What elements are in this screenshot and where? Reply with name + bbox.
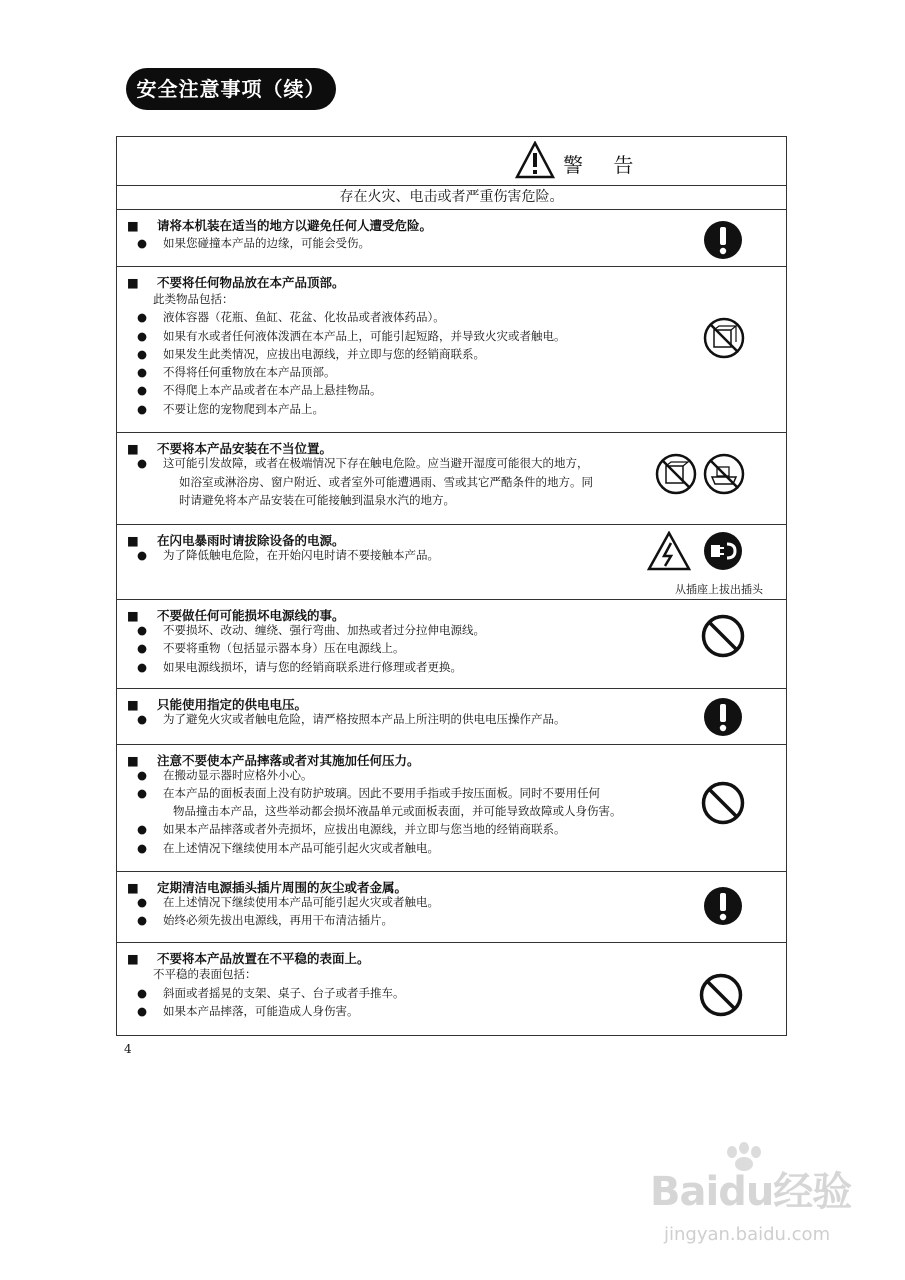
section-2: ■ 不要将任何物品放在本产品顶部。 此类物品包括： ● 液体容器（花瓶、鱼缸、花盆、化妆品或者液体药品）。 ● 如果有水或者任何液体泼洒在本产品上，可能引起短路，并导致火灾或者触电。 ● 如果发生此类情况，应拔出电源线，并立即与您的经销商联系。 ● 不得将任何重物放在本产品顶部。 ● 不得爬上本产品或者在本产品上悬挂物品。 ● 不要让您的宠物爬到本产品上。 [117, 267, 786, 433]
prohibited-icon [701, 614, 745, 658]
watermark-logo: Baidu经验 [650, 1169, 852, 1215]
bullet-text: 为了避免火灾或者触电危险，请严格按照本产品上所注明的供电电压操作产品。 [163, 712, 566, 726]
bullet-text: 在搬动显示器时应格外小心。 [163, 768, 313, 782]
bullet-text: 斜面或者摇晃的支架、桌子、台子或者手推车。 [163, 986, 405, 1000]
watermark [644, 1140, 864, 1270]
bullet-text: 不要将重物（包括显示器本身）压在电源线上。 [163, 641, 405, 655]
section-title: 不要将本产品安装在不当位置。 [157, 441, 333, 456]
watermark-url: jingyan.baidu.com [664, 1224, 831, 1245]
bullet-text-continued: 如浴室或淋浴房、窗户附近、或者室外可能遭遇雨、雪或其它严酷条件的地方。同 [179, 475, 593, 489]
section-6: ■ 只能使用指定的供电电压。 ● 为了避免火灾或者触电危险，请严格按照本产品上所注明的供电电压操作产品。 [117, 689, 786, 745]
warning-label: 警 告 [563, 153, 646, 177]
bullet-text: 如果本产品摔落或者外壳损坏，应拔出电源线，并立即与您当地的经销商联系。 [163, 822, 566, 836]
prohibited-icon [701, 781, 745, 825]
page-title: 安全注意事项（续） [126, 68, 336, 110]
section-title: 请将本机装在适当的地方以避免任何人遭受危险。 [157, 218, 433, 233]
section-9: ■ 不要将本产品放置在不平稳的表面上。 不平稳的表面包括： ● 斜面或者摇晃的支架、桌子、台子或者手推车。 ● 如果本产品摔落，可能造成人身伤害。 [117, 943, 786, 1035]
section-5: ■ 不要做任何可能损坏电源线的事。 ● 不要损坏、改动、缠绕、强行弯曲、加热或者过分拉伸电源线。 ● 不要将重物（包括显示器本身）压在电源线上。 ● 如果电源线损坏，请与您的经销商联系进行修理或者更换。 [117, 600, 786, 689]
bullet-text: 在上述情况下继续使用本产品可能引起火灾或者触电。 [163, 841, 439, 855]
no-wet-place-icon [655, 453, 697, 495]
section-title: 不要将本产品放置在不平稳的表面上。 [157, 951, 370, 966]
unplug-caption: 从插座上拔出插头 [675, 583, 763, 596]
bullet-text: 不得爬上本产品或者在本产品上悬挂物品。 [163, 383, 382, 397]
section-intro: 不平稳的表面包括： [153, 967, 257, 981]
bullet-text: 不要让您的宠物爬到本产品上。 [163, 402, 324, 416]
bullet-text-continued: 物品撞击本产品，这些举动都会损坏液晶单元或面板表面，并可能导致故障或人身伤害。 [173, 804, 622, 818]
section-7: ■ 注意不要使本产品摔落或者对其施加任何压力。 ● 在搬动显示器时应格外小心。 ● 在本产品的面板表面上没有防护玻璃。因此不要用手指或手按压面板。同时不要用任何 物品撞击本产品，这些举动都会损坏液晶单元或面板表面，并可能导致故障或人身伤害。 ● 如果本产品摔落或者外壳损坏，应拔出电源线，并立即与您当地的经销商联系。 ● 在上述情况下继续使用本产品可能引起火灾或者触电。 [117, 745, 786, 872]
bullet-text: 如果电源线损坏，请与您的经销商联系进行修理或者更换。 [163, 660, 462, 674]
no-objects-icon [703, 317, 745, 359]
section-3: ■ 不要将本产品安装在不当位置。 ● 这可能引发故障，或者在极端情况下存在触电危险。应当避开湿度可能很大的地方， 如浴室或淋浴房、窗户附近、或者室外可能遭遇雨、雪或其它严酷条件的地方。同 时请避免将本产品安装在可能接触到温泉水汽的地方。 [117, 433, 786, 525]
unplug-icon [703, 531, 743, 571]
bullet-text: 如果您碰撞本产品的边缘，可能会受伤。 [163, 236, 370, 250]
bullet-text: 这可能引发故障，或者在极端情况下存在触电危险。应当避开湿度可能很大的地方， [163, 456, 589, 470]
bullet-text: 不要损坏、改动、缠绕、强行弯曲、加热或者过分拉伸电源线。 [163, 623, 485, 637]
electric-shock-warning-icon [647, 531, 691, 571]
bullet-text: 如果本产品摔落，可能造成人身伤害。 [163, 1004, 359, 1018]
mandatory-icon [703, 697, 743, 737]
section-title: 只能使用指定的供电电压。 [157, 697, 308, 712]
warning-triangle-icon [515, 141, 555, 179]
bullet-text: 如果有水或者任何液体泼洒在本产品上，可能引起短路，并导致火灾或者触电。 [163, 329, 566, 343]
no-bathroom-icon [703, 453, 745, 495]
mandatory-icon [703, 220, 743, 260]
section-intro: 此类物品包括： [153, 292, 234, 306]
warning-table [116, 136, 787, 1036]
section-title: 定期清洁电源插头插片周围的灰尘或者金属。 [157, 880, 408, 895]
section-title: 在闪电暴雨时请拔除设备的电源。 [157, 533, 345, 548]
bullet-text: 如果发生此类情况，应拔出电源线，并立即与您的经销商联系。 [163, 347, 485, 361]
bullet-text: 为了降低触电危险，在开始闪电时请不要接触本产品。 [163, 548, 439, 562]
warning-header [117, 137, 786, 186]
section-title: 不要做任何可能损坏电源线的事。 [157, 608, 345, 623]
section-1: ■ 请将本机装在适当的地方以避免任何人遭受危险。 ● 如果您碰撞本产品的边缘，可能会受伤。 [117, 210, 786, 267]
warning-subtitle: 存在火灾、电击或者严重伤害危险。 [117, 186, 786, 210]
bullet-text: 在本产品的面板表面上没有防护玻璃。因此不要用手指或手按压面板。同时不要用任何 [163, 786, 600, 800]
bullet-text: 在上述情况下继续使用本产品可能引起火灾或者触电。 [163, 895, 439, 909]
section-4: ■ 在闪电暴雨时请拔除设备的电源。 ● 为了降低触电危险，在开始闪电时请不要接触本产品。 从插座上拔出插头 [117, 525, 786, 600]
bullet-text: 不得将任何重物放在本产品顶部。 [163, 365, 336, 379]
section-title: 注意不要使本产品摔落或者对其施加任何压力。 [157, 753, 420, 768]
mandatory-icon [703, 886, 743, 926]
section-8: ■ 定期清洁电源插头插片周围的灰尘或者金属。 ● 在上述情况下继续使用本产品可能引起火灾或者触电。 ● 始终必须先拔出电源线，再用干布清洁插片。 [117, 872, 786, 943]
bullet-text-continued: 时请避免将本产品安装在可能接触到温泉水汽的地方。 [179, 493, 455, 507]
section-title: 不要将任何物品放在本产品顶部。 [157, 275, 345, 290]
bullet-text: 液体容器（花瓶、鱼缸、花盆、化妆品或者液体药品）。 [163, 310, 445, 324]
page-number: 4 [124, 1042, 132, 1056]
bullet-text: 始终必须先拔出电源线，再用干布清洁插片。 [163, 913, 393, 927]
prohibited-icon [699, 973, 743, 1017]
